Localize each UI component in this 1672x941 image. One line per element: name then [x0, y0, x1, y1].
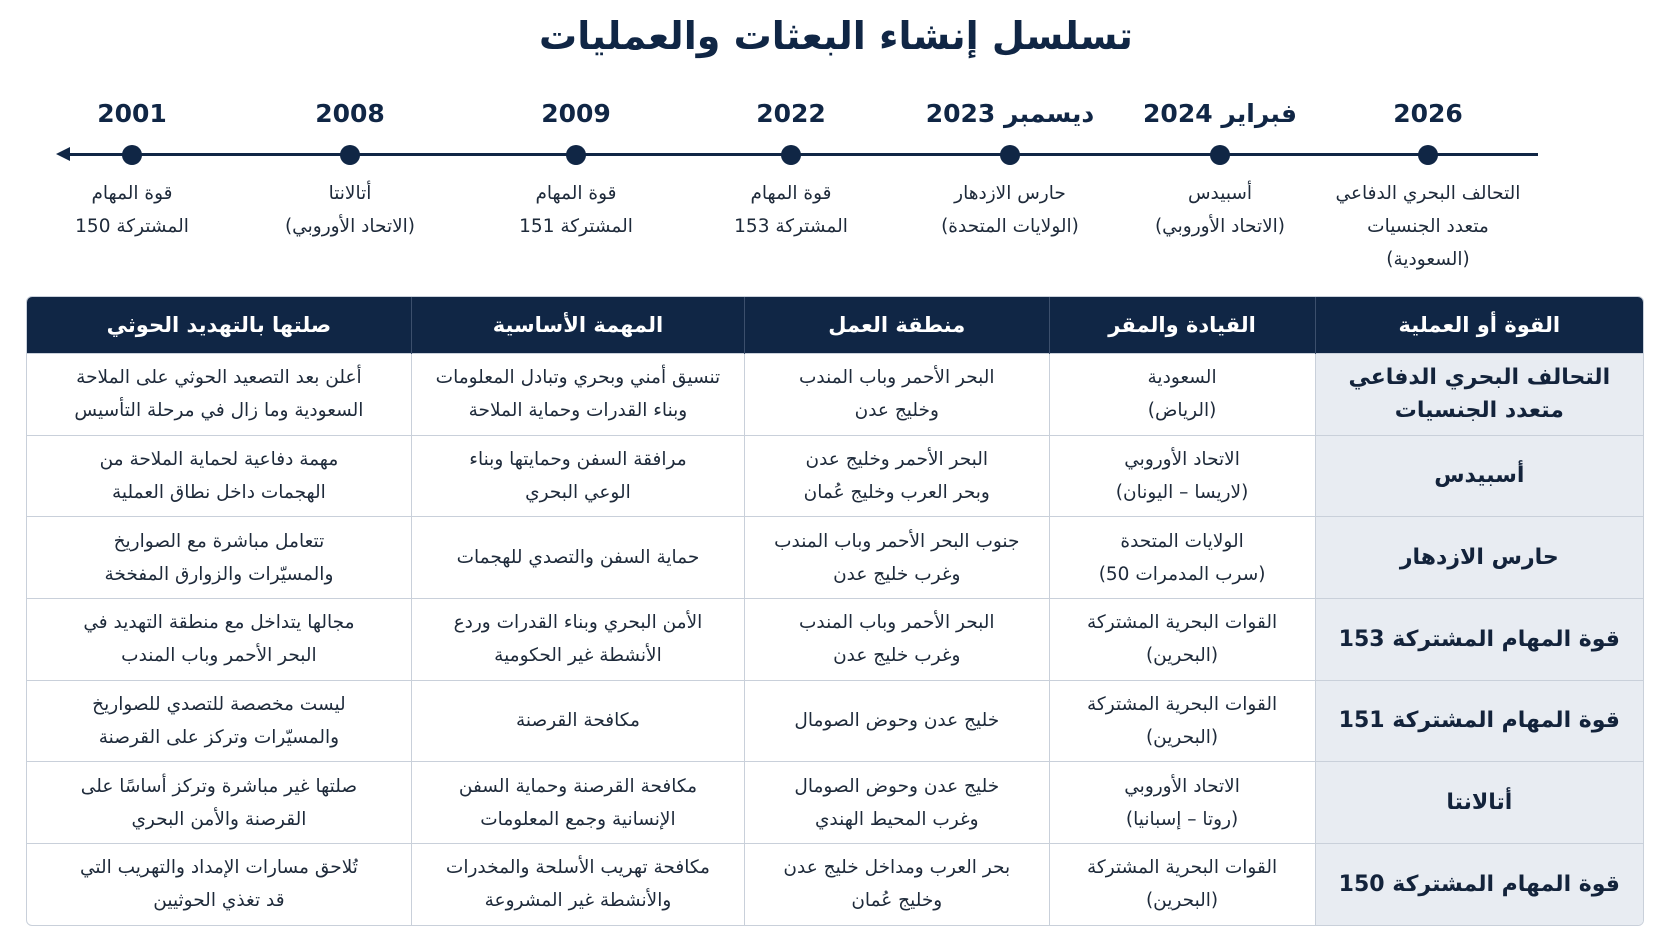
- table-cell: أتالانتا: [1315, 762, 1643, 844]
- table-cell: قوة المهام المشتركة 153: [1315, 598, 1643, 680]
- table-cell: حارس الازدهار: [1315, 517, 1643, 599]
- timeline-label: قوة المهام المشتركة 150: [75, 183, 189, 237]
- table-cell: قوة المهام المشتركة 150: [1315, 843, 1643, 925]
- table-cell: ليست مخصصة للتصدي للصواريخ والمسيّرات وتركز على القرصنة: [27, 680, 411, 762]
- table-cell: الاتحاد الأوروبي (روتا – إسبانيا): [1049, 762, 1315, 844]
- table-cell: البحر الأحمر وباب المندب وخليج عدن: [745, 354, 1049, 436]
- timeline-dot: [340, 145, 360, 165]
- table-cell: تتعامل مباشرة مع الصواريخ والمسيّرات والزوارق المفخخة: [27, 517, 411, 599]
- column-header: منطقة العمل: [745, 297, 1049, 354]
- timeline-label: حارس الازدهار (الولايات المتحدة): [941, 183, 1079, 237]
- table-cell: مرافقة السفن وحمايتها وبناء الوعي البحري: [411, 435, 744, 517]
- table-cell: خليج عدن وحوض الصومال: [745, 680, 1049, 762]
- timeline-dot: [122, 145, 142, 165]
- timeline-dot: [1418, 145, 1438, 165]
- timeline-year: ديسمبر 2023: [925, 99, 1095, 128]
- timeline-dot: [1210, 145, 1230, 165]
- table-cell: مكافحة تهريب الأسلحة والمخدرات والأنشطة غير المشروعة: [411, 843, 744, 925]
- column-header: القوة أو العملية: [1315, 297, 1643, 354]
- table-cell: قوة المهام المشتركة 151: [1315, 680, 1643, 762]
- table-row: [27, 435, 1643, 517]
- table-cell: تُلاحق مسارات الإمداد والتهريب التي قد تغذي الحوثيين: [27, 843, 411, 925]
- timeline-event: [12, 95, 252, 243]
- table-cell: التحالف البحري الدفاعي متعدد الجنسيات: [1315, 354, 1643, 436]
- timeline-label: التحالف البحري الدفاعي متعدد الجنسيات (السعودية): [1335, 183, 1521, 270]
- table-cell: القوات البحرية المشتركة (البحرين): [1049, 843, 1315, 925]
- table-cell: أعلن بعد التصعيد الحوثي على الملاحة السعودية وما زال في مرحلة التأسيس: [27, 354, 411, 436]
- timeline-dot: [566, 145, 586, 165]
- timeline-event: [1100, 95, 1340, 243]
- timeline-label: أسبيدس (الاتحاد الأوروبي): [1154, 183, 1286, 237]
- table-cell: السعودية (الرياض): [1049, 354, 1315, 436]
- table-cell: البحر الأحمر وخليج عدن وبحر العرب وخليج عُمان: [745, 435, 1049, 517]
- timeline-year: 2026: [1393, 99, 1463, 128]
- timeline-event: [890, 95, 1130, 243]
- table-cell: مجالها يتداخل مع منطقة التهديد في البحر الأحمر وباب المندب: [27, 598, 411, 680]
- table-row: [27, 762, 1643, 844]
- timeline-dot: [1000, 145, 1020, 165]
- table-row: [27, 517, 1643, 599]
- timeline-event: [230, 95, 470, 243]
- table-cell: تنسيق أمني وبحري وتبادل المعلومات وبناء القدرات وحماية الملاحة: [411, 354, 744, 436]
- table-cell: حماية السفن والتصدي للهجمات: [411, 517, 744, 599]
- timeline-label: قوة المهام المشتركة 151: [519, 183, 633, 237]
- timeline-event: [671, 95, 911, 243]
- table-cell: الأمن البحري وبناء القدرات وردع الأنشطة غير الحكومية: [411, 598, 744, 680]
- timeline-year: 2022: [756, 99, 826, 128]
- table-cell: جنوب البحر الأحمر وباب المندب وغرب خليج عدن: [745, 517, 1049, 599]
- table-row: [27, 843, 1643, 925]
- table-cell: البحر الأحمر وباب المندب وغرب خليج عدن: [745, 598, 1049, 680]
- timeline-label: قوة المهام المشتركة 153: [734, 183, 848, 237]
- table-cell: مكافحة القرصنة: [411, 680, 744, 762]
- table-cell: القوات البحرية المشتركة (البحرين): [1049, 680, 1315, 762]
- table-row: [27, 680, 1643, 762]
- table-header-row: [27, 297, 1643, 354]
- table-cell: القوات البحرية المشتركة (البحرين): [1049, 598, 1315, 680]
- table-cell: الولايات المتحدة (سرب المدمرات 50): [1049, 517, 1315, 599]
- column-header: صلتها بالتهديد الحوثي: [27, 297, 411, 354]
- table-cell: مكافحة القرصنة وحماية السفن الإنسانية وجمع المعلومات: [411, 762, 744, 844]
- timeline-year: 2001: [97, 99, 167, 128]
- table-cell: أسبيدس: [1315, 435, 1643, 517]
- timeline: [0, 95, 1672, 295]
- timeline-year: 2008: [315, 99, 385, 128]
- table-cell: الاتحاد الأوروبي (لاريسا – اليونان): [1049, 435, 1315, 517]
- page-title: تسلسل إنشاء البعثات والعمليات: [539, 14, 1133, 58]
- timeline-event: [456, 95, 696, 243]
- column-header: القيادة والمقر: [1049, 297, 1315, 354]
- timeline-label: أتالانتا (الاتحاد الأوروبي): [284, 183, 416, 237]
- column-header: المهمة الأساسية: [411, 297, 744, 354]
- table-cell: خليج عدن وحوض الصومال وغرب المحيط الهندي: [745, 762, 1049, 844]
- timeline-dot: [781, 145, 801, 165]
- comparison-table: [26, 296, 1644, 926]
- table-cell: مهمة دفاعية لحماية الملاحة من الهجمات داخل نطاق العملية: [27, 435, 411, 517]
- timeline-year: فبراير 2024: [1143, 99, 1297, 128]
- timeline-year: 2009: [541, 99, 611, 128]
- table-cell: صلتها غير مباشرة وتركز أساسًا على القرصنة والأمن البحري: [27, 762, 411, 844]
- timeline-event: [1308, 95, 1548, 276]
- table-row: [27, 354, 1643, 436]
- table-cell: بحر العرب ومداخل خليج عدن وخليج عُمان: [745, 843, 1049, 925]
- table-row: [27, 598, 1643, 680]
